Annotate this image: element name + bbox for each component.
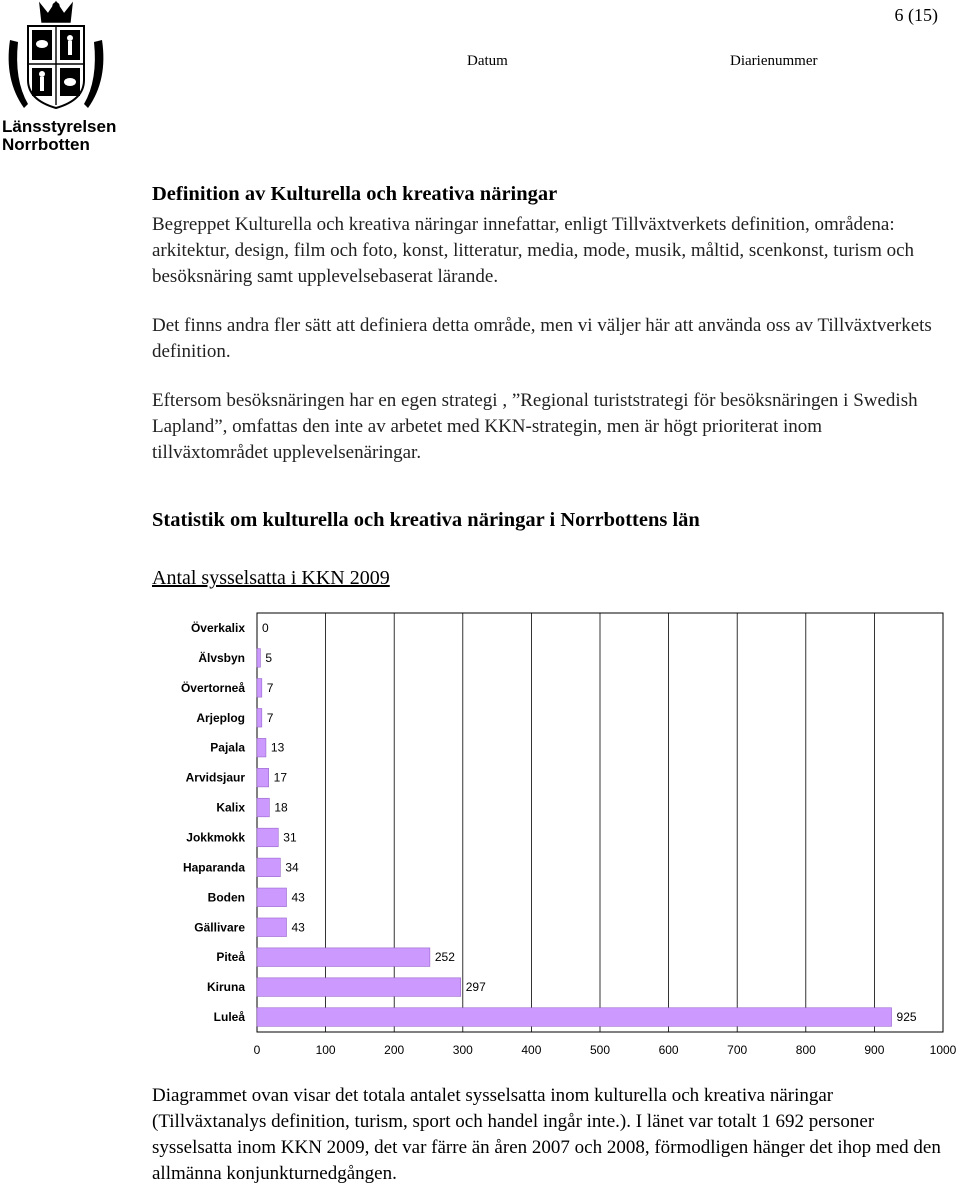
category-label: Arvidsjaur <box>185 770 245 785</box>
category-label: Kiruna <box>206 980 245 995</box>
x-tick-label: 900 <box>864 1043 885 1057</box>
diarienummer-label: Diarienummer <box>730 53 818 69</box>
bar <box>257 649 260 668</box>
bar <box>257 978 461 997</box>
category-label: Överkalix <box>190 620 245 635</box>
category-label: Jokkmokk <box>186 830 245 845</box>
category-label: Pajala <box>210 740 245 755</box>
bar <box>257 738 266 757</box>
x-tick-label: 300 <box>452 1043 473 1057</box>
data-label: 5 <box>265 650 273 665</box>
org-name-line2: Norrbotten <box>2 135 90 154</box>
data-label: 252 <box>434 950 455 965</box>
x-tick-label: 600 <box>658 1043 679 1057</box>
chart-caption: Diagrammet ovan visar det totala antalet sysselsatta inom kulturella och kreativa näringar (Tillväxtanalys definition, turism, sport och handel ingår inte.). I länet var totalt 1 692 personer sysselsatta inom KKN 2009, det var färre än åren 2007 och 2008, förmodligen hänger det ihop med den allmänna konjunkturnedgången. <box>152 1085 941 1184</box>
x-tick-label: 0 <box>253 1043 261 1057</box>
data-label: 297 <box>465 980 486 995</box>
category-label: Boden <box>207 890 245 905</box>
org-name-line1: Länsstyrelsen <box>2 117 117 136</box>
bar <box>257 918 286 937</box>
data-label: 34 <box>285 860 299 875</box>
x-tick-label: 500 <box>589 1043 611 1057</box>
x-tick-label: 700 <box>727 1043 748 1057</box>
paragraph-other-definitions: Det finns andra fler sätt att definiera detta område, men vi väljer här att använda oss av Tillväxtverkets definition. <box>152 315 932 362</box>
bar <box>257 768 269 787</box>
data-label: 0 <box>262 620 269 635</box>
bar <box>257 858 280 877</box>
data-label: 17 <box>273 770 288 785</box>
bar <box>257 1008 892 1027</box>
data-label: 18 <box>274 800 288 815</box>
chart-subheading: Antal sysselsatta i KKN 2009 <box>152 567 390 589</box>
category-label: Luleå <box>213 1010 245 1025</box>
category-label: Arjeplog <box>196 710 245 725</box>
data-label: 31 <box>283 830 297 845</box>
x-tick-label: 400 <box>521 1043 542 1057</box>
bar <box>257 948 430 967</box>
category-label: Gällivare <box>194 920 245 935</box>
datum-label: Datum <box>467 53 508 69</box>
x-tick-label: 100 <box>315 1043 336 1057</box>
data-label: 43 <box>291 890 305 905</box>
bar <box>257 828 278 847</box>
section-heading-statistics: Statistik om kulturella och kreativa näringar i Norrbottens län <box>152 509 700 531</box>
x-tick-label: 200 <box>384 1043 405 1057</box>
bar <box>257 798 269 817</box>
bar <box>257 708 262 727</box>
bar <box>257 679 262 698</box>
x-tick-label: 1000 <box>929 1043 957 1057</box>
employment-bar-chart <box>0 600 960 1070</box>
data-label: 7 <box>266 680 274 695</box>
category-label: Kalix <box>216 800 245 815</box>
document-body <box>152 180 942 592</box>
data-label: 7 <box>266 710 274 725</box>
category-label: Haparanda <box>182 860 245 875</box>
paragraph-tourism-strategy: Eftersom besöksnäringen har en egen strategi , ”Regional turiststrategi för besöksnäringen i Swedish Lapland”, omfattas den inte av arbetet med KKN-strategin, men är högt prioriterat inom tillväxtområdet upplevelsenäringar. <box>152 390 918 463</box>
category-label: Övertorneå <box>180 680 245 695</box>
data-label: 43 <box>291 920 305 935</box>
category-label: Piteå <box>216 950 245 965</box>
category-label: Älvsbyn <box>198 650 245 665</box>
paragraph-definition: Begreppet Kulturella och kreativa näringar innefattar, enligt Tillväxtverkets definition, områdena: arkitektur, design, film och foto, konst, litteratur, media, mode, musik, måltid, scenkonst, turism och besöksnäring samt upplevelsebaserat lärande. <box>152 214 915 287</box>
bar <box>257 888 286 907</box>
page-number: 6 (15) <box>894 5 938 25</box>
section-heading-definition: Definition av Kulturella och kreativa näringar <box>152 183 558 205</box>
x-tick-label: 800 <box>795 1043 816 1057</box>
data-label: 925 <box>896 1010 917 1025</box>
data-label: 13 <box>270 740 285 755</box>
